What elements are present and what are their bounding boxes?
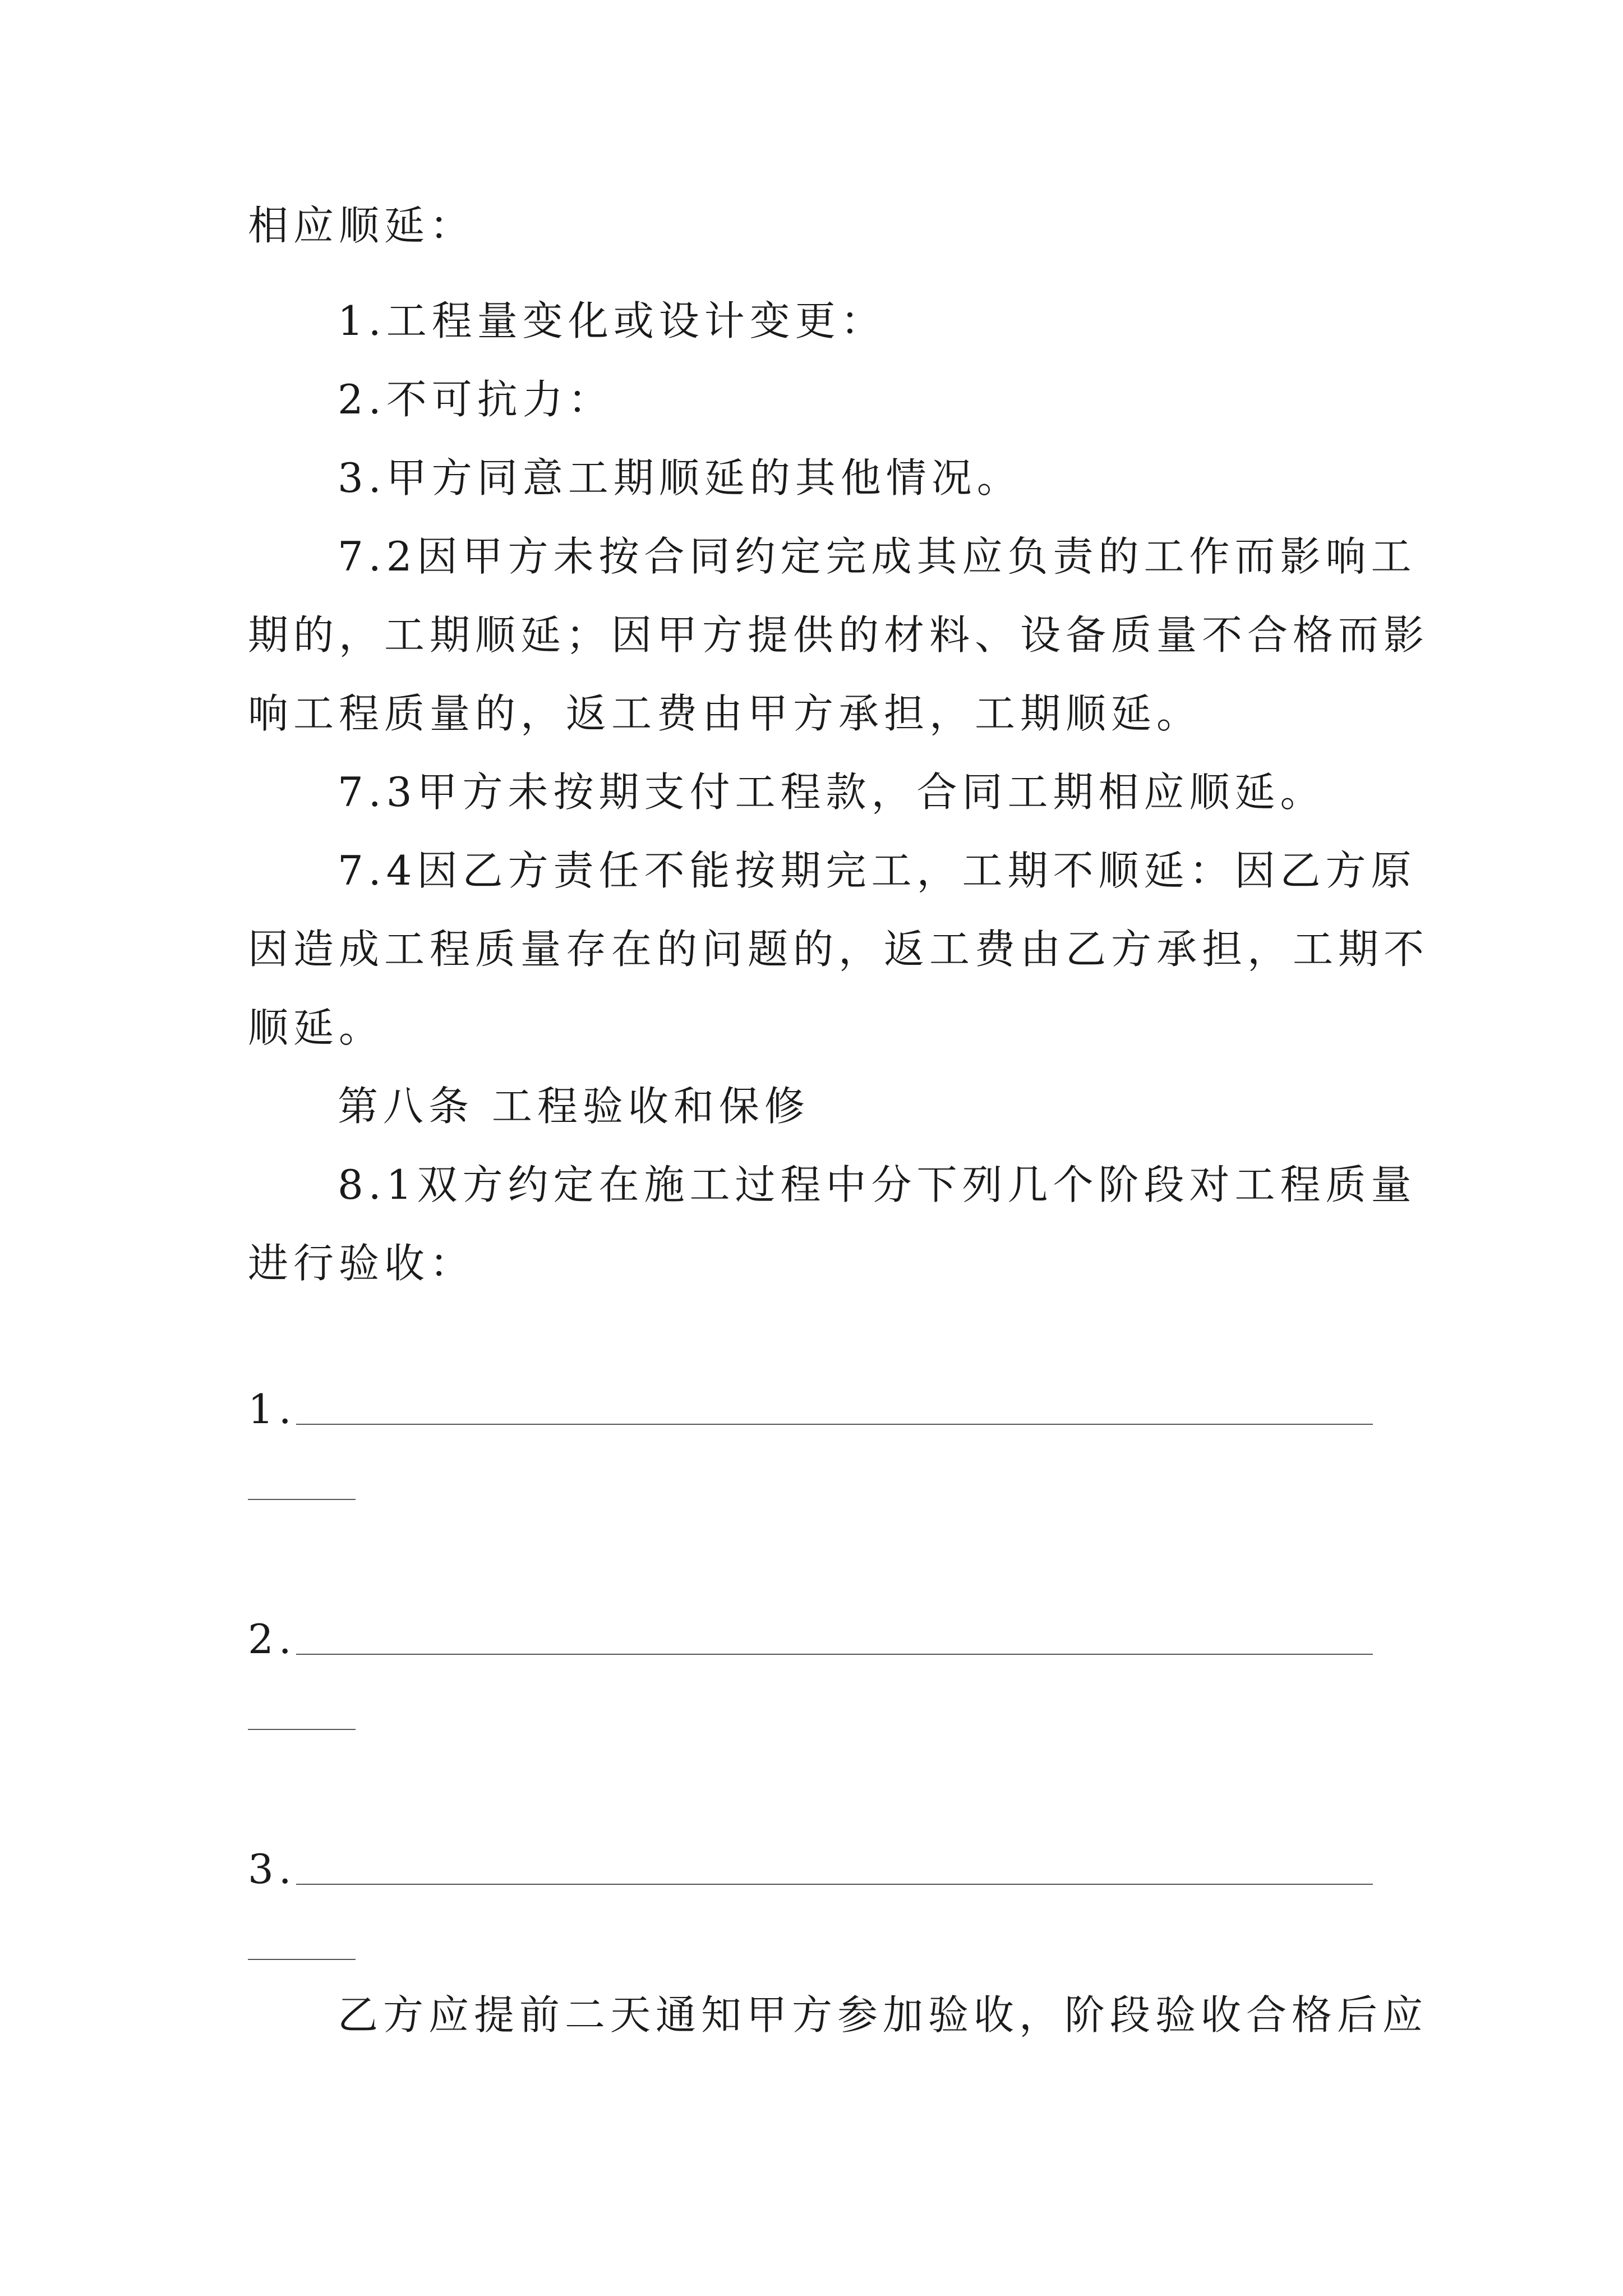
paragraph-line: 因造成工程质量存在的问题的，返工费由乙方承担，工期不 — [248, 926, 1430, 973]
blank-fill-line-continuation — [248, 1499, 356, 1500]
paragraph-line: 乙方应提前二天通知甲方参加验收，阶段验收合格后应 — [338, 1991, 1428, 2039]
blank-label: 1. — [248, 1386, 297, 1433]
paragraph-line: 7.2因甲方未按合同约定完成其应负责的工作而影响工 — [338, 533, 1417, 580]
blank-fill-line — [296, 1884, 1373, 1885]
blank-fill-line — [296, 1424, 1373, 1425]
paragraph-line: 顺延。 — [248, 1004, 385, 1051]
paragraph-line: 相应顺延： — [248, 202, 476, 249]
paragraph-line: 7.4因乙方责任不能按期完工，工期不顺延：因乙方原 — [338, 847, 1417, 894]
blank-label: 3. — [248, 1846, 297, 1893]
blank-fill-line-continuation — [248, 1959, 356, 1960]
blank-label: 2. — [248, 1616, 297, 1663]
paragraph-line: 响工程质量的，返工费由甲方承担，工期顺延。 — [248, 690, 1202, 737]
paragraph-line: 7.3甲方未按期支付工程款，合同工期相应顺延。 — [338, 769, 1326, 816]
paragraph-line: 期的，工期顺延；因甲方提供的材料、设备质量不合格而影 — [248, 611, 1430, 659]
list-item: 2.不可抗力： — [338, 376, 614, 423]
blank-fill-line — [296, 1654, 1373, 1655]
list-item: 1.工程量变化或设计变更： — [338, 297, 886, 344]
paragraph-line: 进行验收： — [248, 1240, 476, 1287]
list-item: 3.甲方同意工期顺延的其他情况。 — [338, 454, 1022, 501]
paragraph-line: 8.1双方约定在施工过程中分下列几个阶段对工程质量 — [338, 1161, 1417, 1208]
section-heading: 第八条 工程验收和保修 — [338, 1083, 810, 1130]
blank-fill-line-continuation — [248, 1729, 356, 1730]
